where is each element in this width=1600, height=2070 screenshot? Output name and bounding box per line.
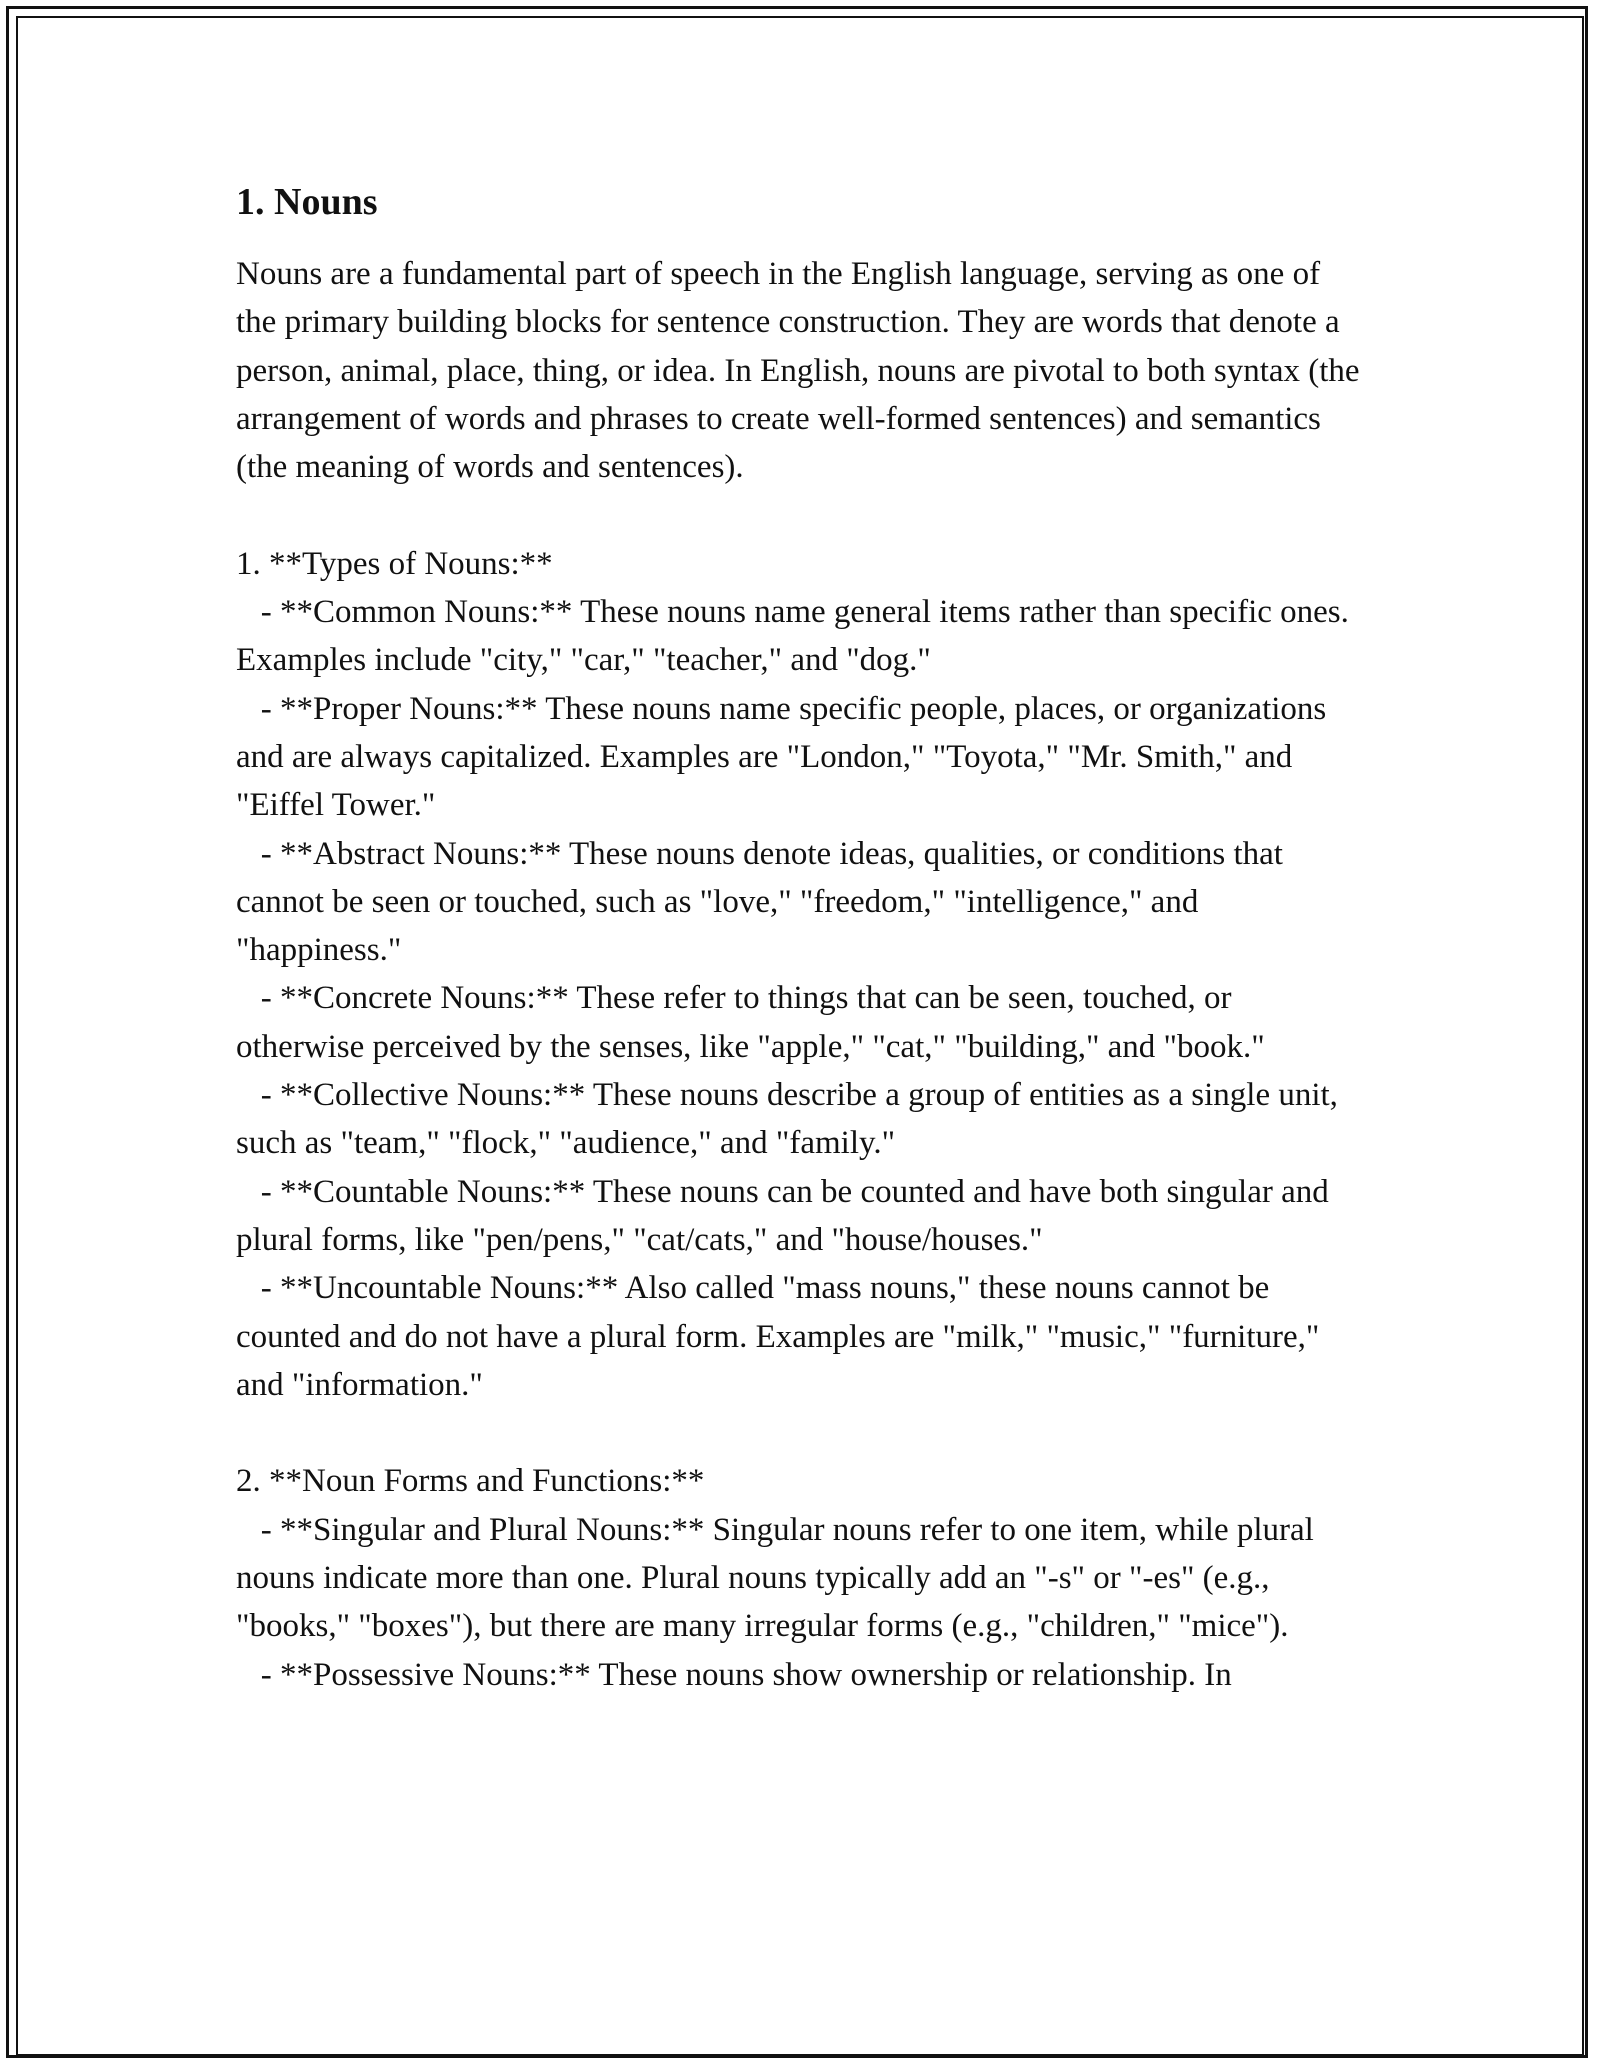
list-item-possessive-nouns: - **Possessive Nouns:** These nouns show ownership or relationship. In: [236, 1656, 1232, 1693]
list-item-common-nouns: - **Common Nouns:** These nouns name general items rather than specific ones. Examples include "city," "car," "teacher," and "dog.": [236, 594, 1358, 679]
list-item-uncountable-nouns: - **Uncountable Nouns:** Also called "mass nouns," these nouns cannot be counted and do not have a plural form. Examples are "milk," "music," "furniture," and "information.": [236, 1270, 1328, 1403]
list-item-countable-nouns: - **Countable Nouns:** These nouns can be counted and have both singular and plural forms, like "pen/pens," "cat/cats," and "house/houses.": [236, 1173, 1337, 1258]
list-item-collective-nouns: - **Collective Nouns:** These nouns describe a group of entities as a single unit, such as "team," "flock," "audience," and "family.": [236, 1077, 1347, 1162]
document-body: [236, 178, 1366, 1699]
list-item-singular-plural: - **Singular and Plural Nouns:** Singular nouns refer to one item, while plural nouns indicate more than one. Plural nouns typically add an "-s" or "-es" (e.g., "books," "boxes"), but there are many irregular forms (e.g., "children," "mice").: [236, 1511, 1323, 1645]
list-item-proper-nouns: - **Proper Nouns:** These nouns name specific people, places, or organizations and are always capitalized. Examples are "London," "Toyota," "Mr. Smith," and "Eiffel Tower.": [236, 690, 1335, 824]
section-heading: 1. Nouns: [236, 181, 378, 223]
list-item-concrete-nouns: - **Concrete Nouns:** These refer to things that can be seen, touched, or otherwise perceived by the senses, like "apple," "cat," "building," and "book.": [236, 980, 1265, 1065]
paragraph-gap: [236, 491, 1366, 539]
list-item-abstract-nouns: - **Abstract Nouns:** These nouns denote ideas, qualities, or conditions that cannot be seen or touched, such as "love," "freedom," "intelligence," and "happiness.": [236, 835, 1292, 969]
types-of-nouns-title: 1. **Types of Nouns:**: [236, 545, 553, 582]
paragraph-gap: [236, 1409, 1366, 1457]
intro-paragraph: Nouns are a fundamental part of speech in the English language, serving as one of the primary building blocks for sentence construction. They are words that denote a person, animal, place, thing, or idea. In English, nouns are pivotal to both syntax (the arrangement of words and phrases to create well-formed sentences) and semantics (the meaning of words and sentences).: [236, 256, 1368, 486]
noun-forms-title: 2. **Noun Forms and Functions:**: [236, 1463, 705, 1500]
